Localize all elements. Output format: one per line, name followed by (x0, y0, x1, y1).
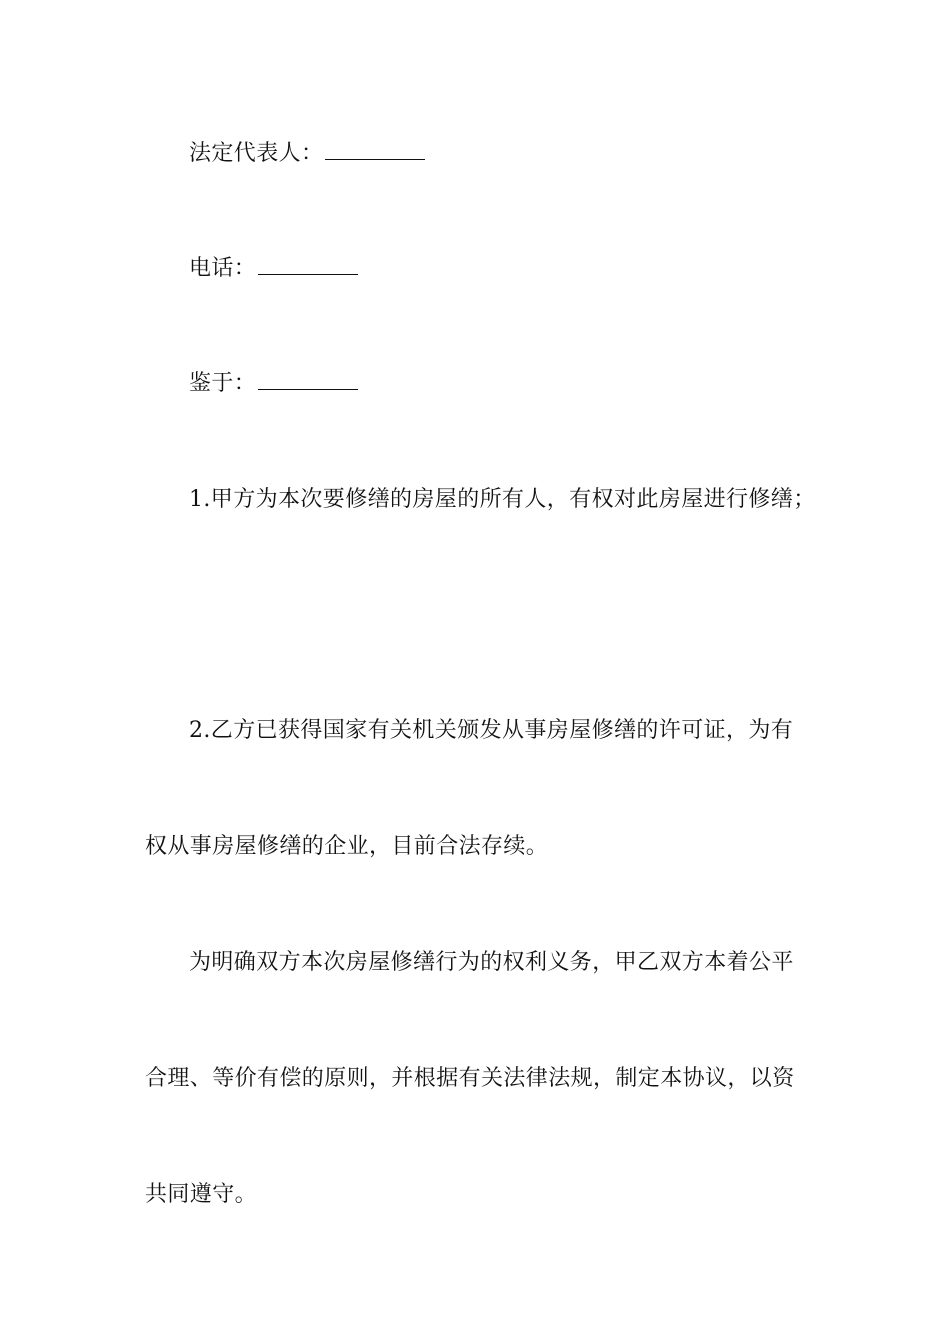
field-label: 电话： (189, 256, 257, 281)
field-phone (145, 254, 854, 284)
paragraph-line: 权从事房屋修缮的企业，目前合法存续。 (145, 834, 549, 859)
field-label: 鉴于： (189, 371, 257, 396)
paragraph-line: 1.甲方为本次要修缮的房屋的所有人，有权对此房屋进行修缮； (189, 487, 816, 512)
fill-in-blank[interactable] (325, 139, 425, 160)
paragraph-line: 为明确双方本次房屋修缮行为的权利义务，甲乙双方本着公平 (189, 950, 794, 975)
field-label: 法定代表人： (189, 141, 324, 166)
paragraph-line: 合理、等价有偿的原则，并根据有关法律法规，制定本协议，以资 (145, 1066, 795, 1091)
field-whereas (145, 369, 854, 399)
fill-in-blank[interactable] (258, 254, 358, 275)
paragraph-line: 2.乙方已获得国家有关机关颁发从事房屋修缮的许可证，为有 (189, 718, 794, 743)
paragraph-line: 共同遵守。 (145, 1182, 258, 1207)
field-legal-representative (145, 139, 854, 169)
fill-in-blank[interactable] (258, 369, 358, 390)
